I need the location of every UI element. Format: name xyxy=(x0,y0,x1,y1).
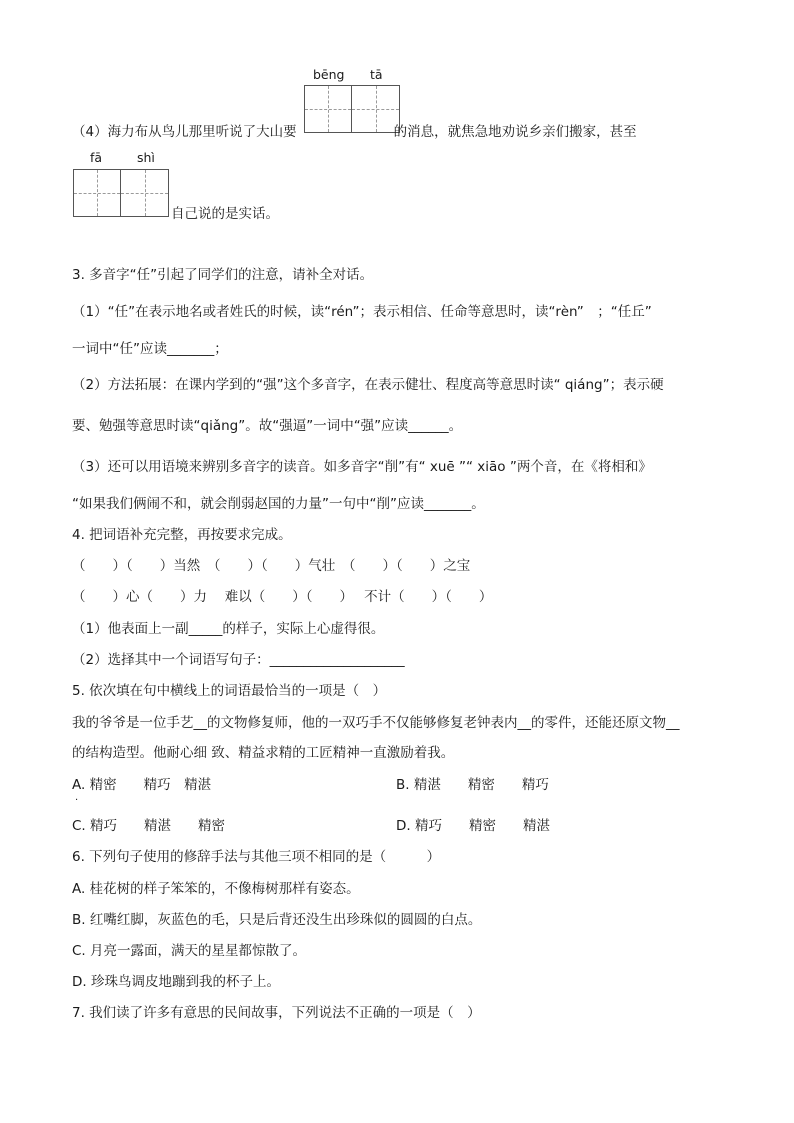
q6-option-a[interactable]: A. 桂花树的样子笨笨的，不像梅树那样有姿态。 xyxy=(72,881,360,897)
q3-sub2-line2: 要、勉强等意思时读“qiǎng”。故“强逼”一词中“强”应读______。 xyxy=(72,418,463,434)
q5-passage-line2: 的结构造型。他耐心细 致、精益求精的工匠精神一直激励着我。 xyxy=(72,745,455,761)
q5-stem: 5. 依次填在句中横线上的词语最恰当的一项是（ ） xyxy=(72,683,387,699)
q6-option-b[interactable]: B. 红嘴红脚，灰蓝色的毛，只是后背还没生出珍珠似的圆圆的白点。 xyxy=(72,912,482,928)
q6-option-d[interactable]: D. 珍珠鸟调皮地蹦到我的杯子上。 xyxy=(72,974,280,990)
pinyin-shi: shì xyxy=(137,150,155,165)
q3-sub2-line1: （2）方法拓展：在课内学到的“强”这个多音字，在表示健壮、程度高等意思时读“ qiáng”；表示硬 xyxy=(72,377,664,393)
q5-option-d[interactable]: D. 精巧 精密 精湛 xyxy=(396,818,550,834)
q3-sub1-line2: 一词中“任”应读_______； xyxy=(72,341,228,357)
q3-sub3-line2: “如果我们俩闹不和，就会削弱赵国的力量”一句中“削”应读_______。 xyxy=(72,496,485,512)
q4-stem: 4. 把词语补充完整，再按要求完成。 xyxy=(72,527,292,543)
q5-option-a[interactable]: A. 精密 精巧 精湛 xyxy=(72,777,212,793)
q2-item4-text-1: （4）海力布从鸟儿那里听说了大山要 的消息，就焦急地劝说乡亲们搬家，甚至 xyxy=(72,124,637,140)
writing-grid-fashi[interactable] xyxy=(73,169,169,217)
grid-cell[interactable] xyxy=(73,169,121,217)
pinyin-fa: fā xyxy=(90,150,103,165)
q4-idiom-row-2: （ ）心（ ）力 难以（ ）（ ） 不计（ ）（ ） xyxy=(72,589,493,605)
pinyin-beng: bēng xyxy=(313,67,345,82)
q5-passage-line1: 我的爷爷是一位手艺__的文物修复师，他的一双巧手不仅能够修复老钟表内__的零件，还能还原文物__ xyxy=(72,715,680,731)
grid-cell[interactable] xyxy=(121,169,169,217)
q4-idiom-row-1: （ ）（ ）当然 （ ）（ ）气壮 （ ）（ ）之宝 xyxy=(72,558,471,574)
q7-stem: 7. 我们读了许多有意思的民间故事，下列说法不正确的一项是（ ） xyxy=(72,1005,481,1021)
q3-stem: 3. 多音字“任”引起了同学们的注意，请补全对话。 xyxy=(72,267,374,283)
q5-option-c[interactable]: C. 精巧 精湛 精密 xyxy=(72,818,226,834)
q2-item4-text-2: 自己说的是实话。 xyxy=(171,206,279,222)
q5-option-a-dot: . xyxy=(75,792,79,803)
q4-sub2: （2）选择其中一个词语写句子：____________________ xyxy=(72,652,405,668)
q3-sub3-line1: （3）还可以用语境来辨别多音字的读音。如多音字“削”有“ xuē ”“ xiāo ”两个音，在《将相和》 xyxy=(72,459,652,475)
pinyin-ta: tā xyxy=(370,67,383,82)
q4-sub1: （1）他表面上一副_____的样子，实际上心虚得很。 xyxy=(72,621,385,637)
q3-sub1-line1: （1）“任”在表示地名或者姓氏的时候，读“rén”；表示相信、任命等意思时，读“rèn” ；“任丘” xyxy=(72,304,652,320)
q6-option-c[interactable]: C. 月亮一露面，满天的星星都惊散了。 xyxy=(72,943,307,959)
q6-stem: 6. 下列句子使用的修辞手法与其他三项不相同的是（ ） xyxy=(72,849,441,865)
q5-option-b[interactable]: B. 精湛 精密 精巧 xyxy=(396,777,549,793)
